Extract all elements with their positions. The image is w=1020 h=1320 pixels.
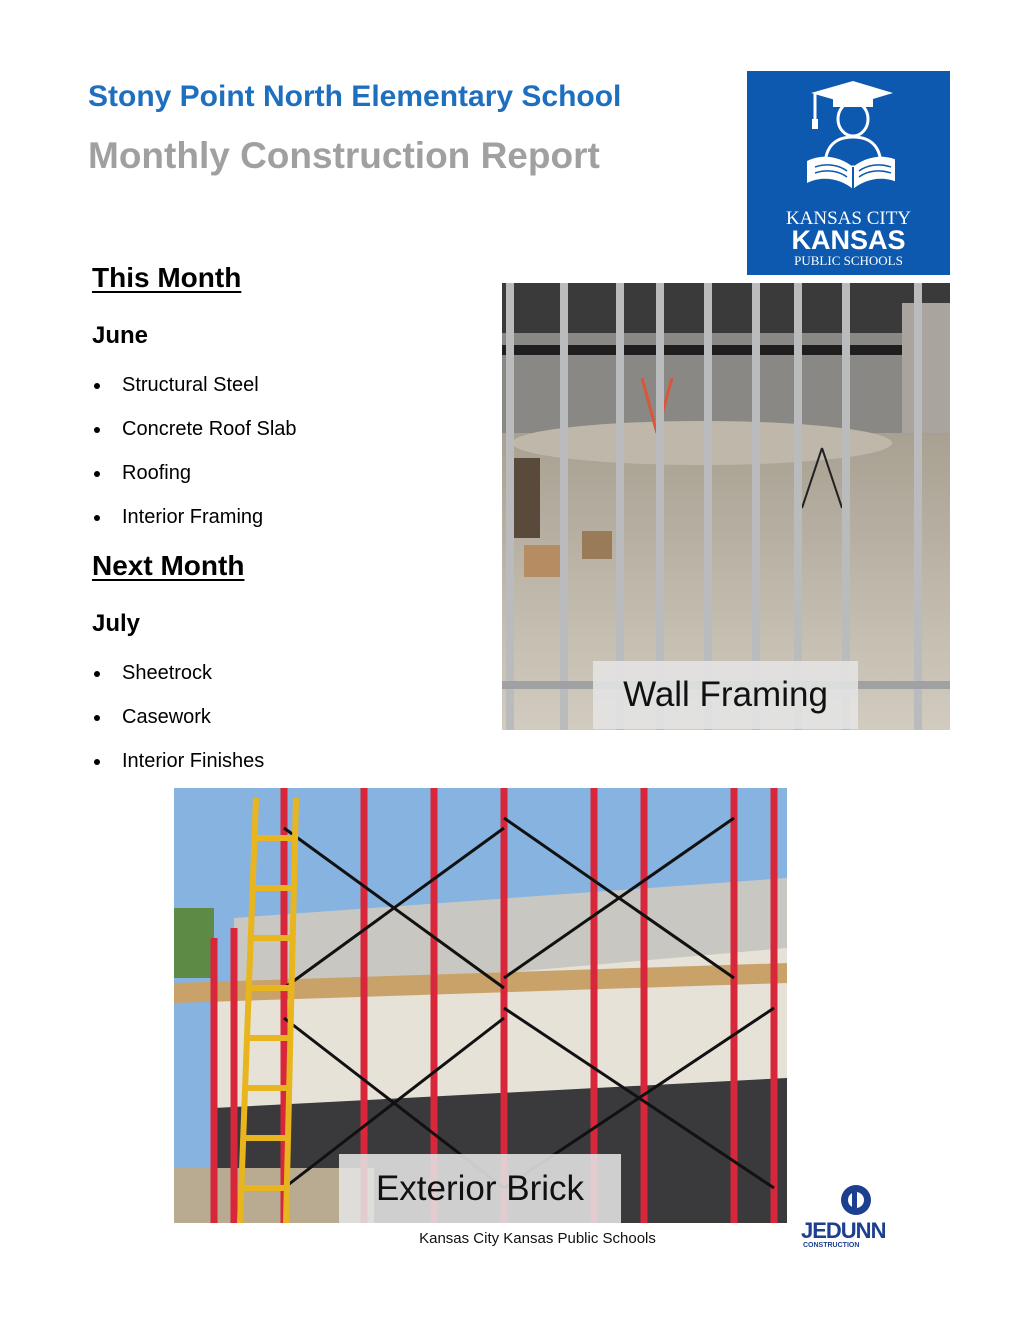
- this-month-heading: This Month: [92, 262, 242, 293]
- wall-framing-photo: [502, 283, 950, 730]
- contractor-name: JEDUNN: [801, 1218, 886, 1243]
- this-month-name: June: [92, 322, 149, 349]
- logo-line-3: PUBLIC SCHOOLS: [794, 253, 903, 268]
- wall-framing-caption: Wall Framing: [593, 661, 858, 729]
- kckps-logo: [747, 71, 950, 275]
- school-title: Stony Point North Elementary School: [88, 80, 622, 113]
- footer-text: Kansas City Kansas Public Schools: [419, 1230, 656, 1247]
- logo-line-2: KANSAS: [791, 225, 906, 255]
- list-item: Casework: [92, 702, 264, 746]
- list-item: Concrete Roof Slab: [92, 414, 297, 458]
- next-month-list: [92, 658, 264, 790]
- logo-line-1: KANSAS CITY: [785, 208, 912, 229]
- next-month-name: July: [92, 610, 141, 637]
- list-item: Structural Steel: [92, 370, 297, 414]
- report-title: Monthly Construction Report: [88, 135, 600, 176]
- list-item: Roofing: [92, 458, 297, 502]
- list-item: Interior Finishes: [92, 746, 264, 790]
- next-month-heading: Next Month: [92, 550, 245, 581]
- exterior-brick-photo: [174, 788, 787, 1223]
- exterior-brick-caption: Exterior Brick: [339, 1154, 621, 1223]
- this-month-list: [92, 370, 297, 546]
- jedunn-logo: [798, 1182, 923, 1254]
- list-item: Sheetrock: [92, 658, 264, 702]
- list-item: Interior Framing: [92, 502, 297, 546]
- graduate-reading-book-icon: [803, 79, 895, 191]
- contractor-subtitle: CONSTRUCTION: [803, 1242, 860, 1249]
